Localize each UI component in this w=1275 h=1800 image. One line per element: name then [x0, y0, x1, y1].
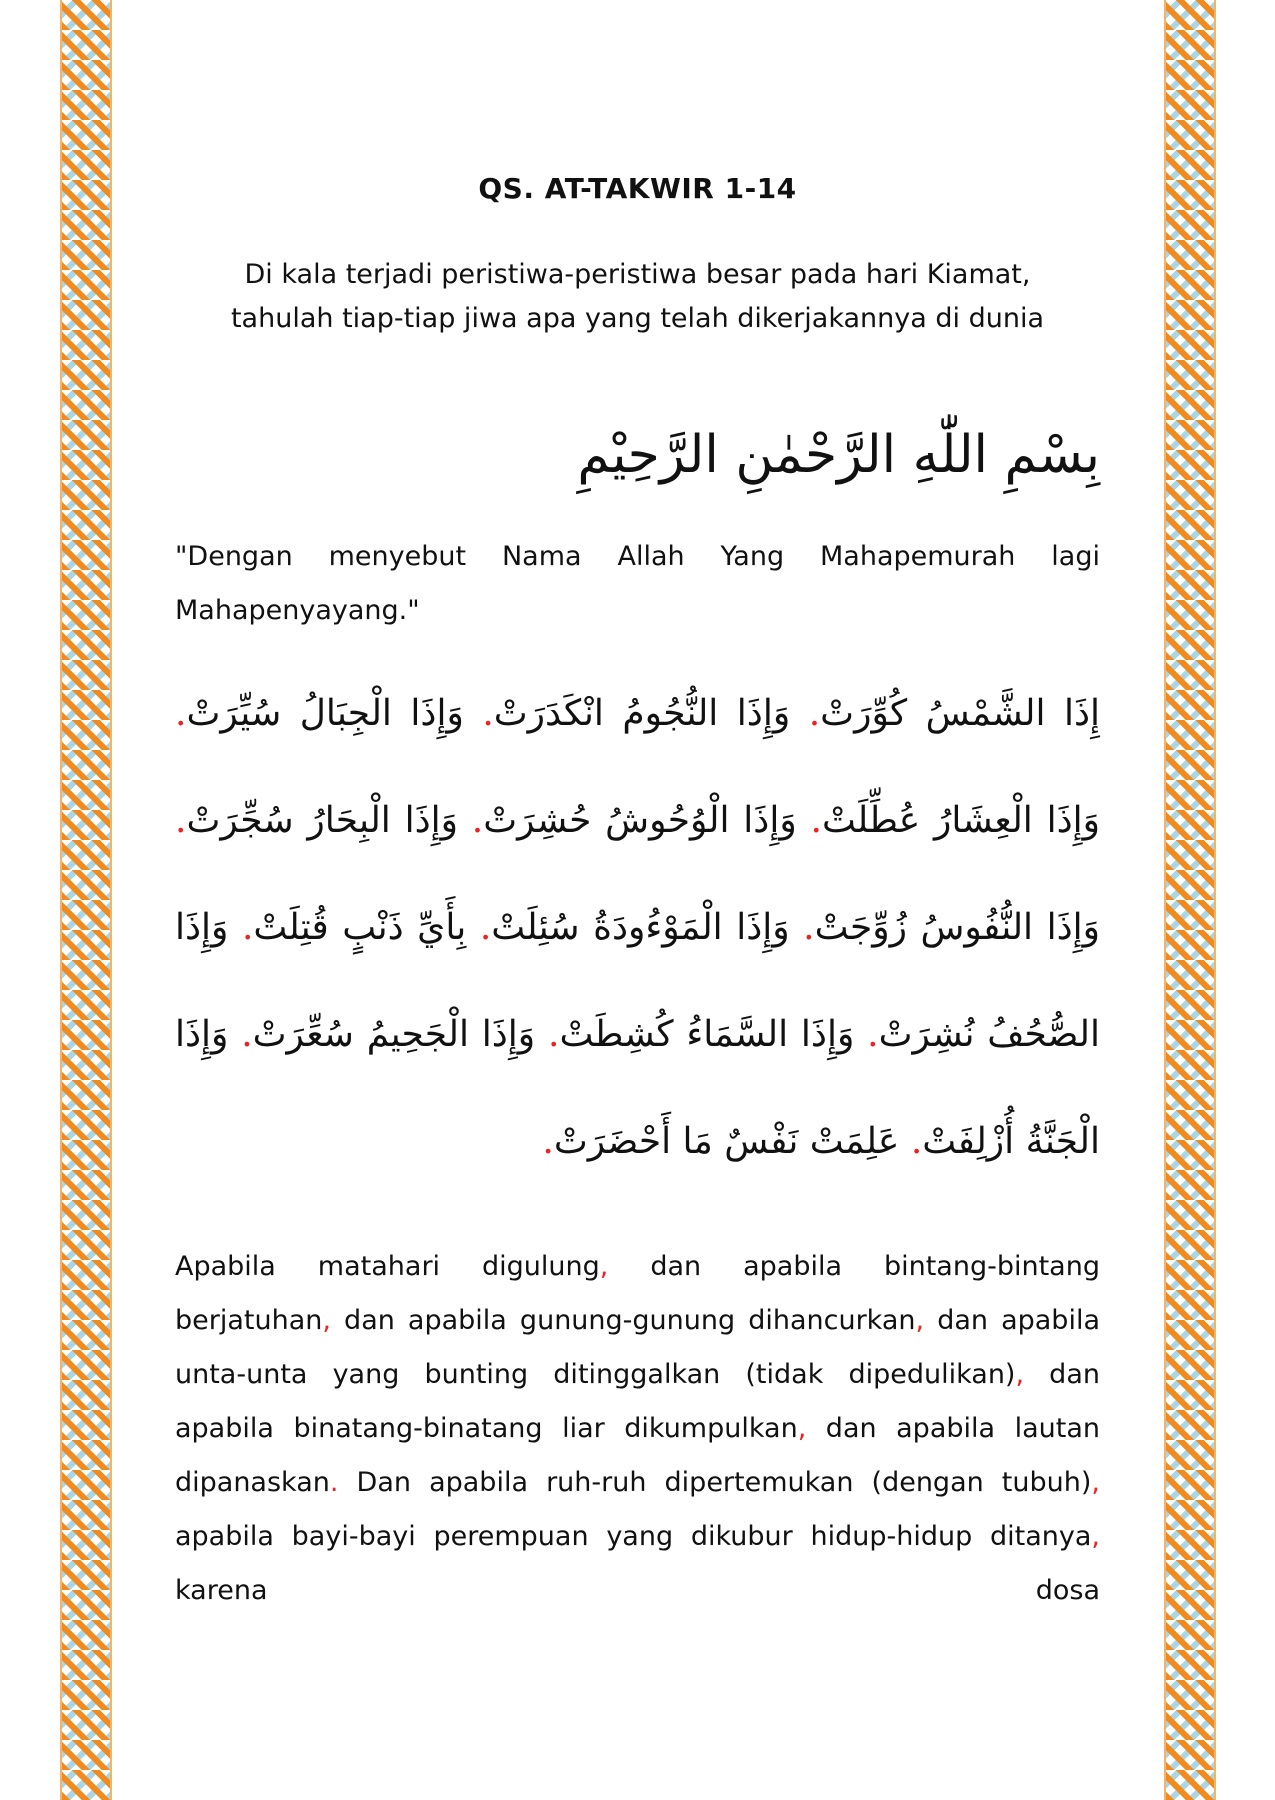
verse-end-mark: .: [471, 800, 484, 841]
subtitle-line-1: Di kala terjadi peristiwa-peristiwa besar pada hari Kiamat,: [244, 259, 1031, 290]
verse-translation: [175, 1240, 1100, 1618]
verse-end-mark: .: [241, 907, 254, 948]
verse-end-mark: .: [479, 907, 492, 948]
translation-punctuation: .: [329, 1467, 339, 1498]
decorative-border-left: [60, 0, 112, 1800]
translation-segment: dan apabila bintang-bintang berjatuhan: [175, 1251, 1100, 1336]
verse-end-mark: .: [910, 1121, 923, 1162]
translation-punctuation: ,: [915, 1305, 925, 1336]
translation-segment: apabila bayi-bayi perempuan yang dikubur hidup-hidup ditanya: [175, 1521, 1092, 1552]
translation-segment: Apabila matahari digulung: [175, 1251, 600, 1282]
verse-end-mark: .: [482, 693, 494, 734]
arabic-verse: وَإِذَا الْعِشَارُ عُطِّلَتْ: [821, 800, 1101, 841]
verse-end-mark: .: [547, 1014, 560, 1055]
verse-end-mark: .: [241, 1014, 253, 1055]
verse-end-mark: .: [175, 693, 187, 734]
verse-end-mark: .: [810, 800, 822, 841]
verse-end-mark: .: [867, 1014, 879, 1055]
arabic-verse: إِذَا الشَّمْسُ كُوِّرَتْ: [820, 693, 1100, 734]
arabic-verse: وَإِذَا السَّمَاءُ كُشِطَتْ: [559, 1014, 855, 1055]
verse-end-mark: .: [175, 800, 187, 841]
arabic-verse: وَإِذَا الْجَحِيمُ سُعِّرَتْ: [252, 1014, 536, 1055]
arabic-verse: وَإِذَا النُّجُومُ انْكَدَرَتْ: [493, 693, 791, 734]
translation-segment: Dan apabila ruh-ruh dipertemukan (dengan tubuh): [338, 1467, 1092, 1498]
arabic-verses: [175, 660, 1100, 1195]
arabic-verse: وَإِذَا الْمَوْءُودَةُ سُئِلَتْ: [491, 907, 790, 948]
arabic-verse: وَإِذَا الصُّحُفُ نُشِرَتْ: [175, 907, 1100, 1055]
subtitle: [175, 253, 1100, 341]
arabic-verse: وَإِذَا الْجِبَالُ سُيِّرَتْ: [186, 693, 464, 734]
translation-punctuation: ,: [1015, 1359, 1025, 1390]
arabic-verse: وَإِذَا الْوُحُوشُ حُشِرَتْ: [483, 800, 797, 841]
verse-end-mark: .: [542, 1121, 554, 1162]
translation-punctuation: ,: [1091, 1467, 1100, 1498]
arabic-verse: بِأَيِّ ذَنْبٍ قُتِلَتْ: [253, 907, 467, 948]
translation-punctuation: ,: [322, 1305, 331, 1336]
translation-punctuation: ,: [797, 1413, 807, 1444]
arabic-verse: وَإِذَا النُّفُوسُ زُوِّجَتْ: [814, 907, 1100, 948]
translation-punctuation: ,: [599, 1251, 609, 1282]
translation-segment: dan apabila lautan dipanaskan: [175, 1413, 1100, 1498]
translation-segment: dan apabila gunung-gunung dihancurkan: [330, 1305, 916, 1336]
translation-segment: dan apabila unta-unta yang bunting ditinggalkan (tidak dipedulikan): [175, 1305, 1100, 1390]
translation-segment: dan apabila binatang-binatang liar dikumpulkan: [175, 1359, 1100, 1444]
subtitle-line-2: tahulah tiap-tiap jiwa apa yang telah dikerjakannya di dunia: [230, 303, 1045, 334]
translation-punctuation: ,: [1091, 1521, 1100, 1552]
page-title: QS. AT-TAKWIR 1-14: [478, 172, 797, 205]
decorative-border-right: [1164, 0, 1216, 1800]
arabic-verse: عَلِمَتْ نَفْسٌ مَا أَحْضَرَتْ: [553, 1121, 900, 1162]
translation-segment: karena dosa: [175, 1575, 1100, 1606]
verse-end-mark: .: [803, 907, 815, 948]
verse-end-mark: .: [808, 693, 821, 734]
arabic-verse: وَإِذَا الْجَنَّةُ أُزْلِفَتْ: [175, 1014, 1100, 1162]
arabic-verse: وَإِذَا الْبِحَارُ سُجِّرَتْ: [186, 800, 459, 841]
basmalah-calligraphy: بِسْمِ اللّٰهِ الرَّحْمٰنِ الرَّحِيْمِ: [577, 425, 1100, 485]
basmalah-translation: "Dengan menyebut Nama Allah Yang Mahapemurah lagi Mahapenyayang.": [175, 541, 1100, 626]
